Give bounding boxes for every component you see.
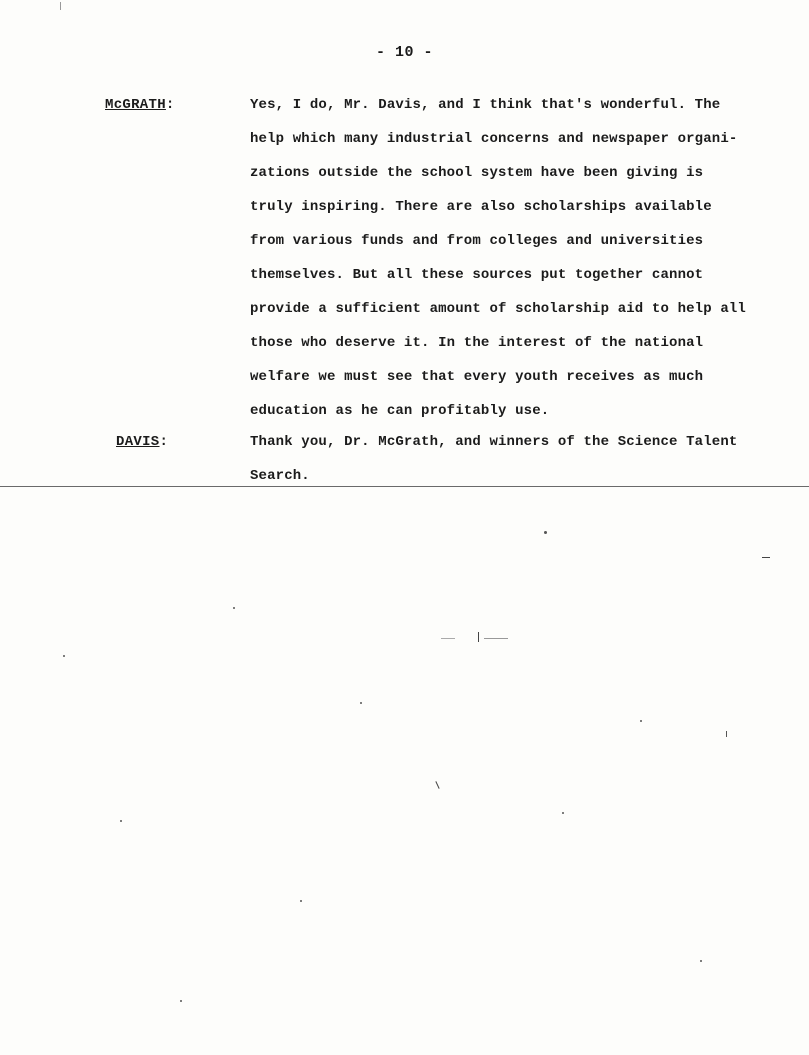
speech-line: Search. (250, 468, 310, 484)
scan-speck (63, 655, 65, 657)
scan-speck (726, 731, 727, 737)
speech-line: help which many industrial concerns and newspaper organi- (250, 131, 738, 147)
scan-mark (478, 632, 479, 642)
scan-mark (441, 638, 455, 639)
speech-line: from various funds and from colleges and universities (250, 233, 704, 249)
scan-speck (360, 702, 362, 704)
speaker-name: DAVIS (116, 434, 160, 450)
speech-line: those who deserve it. In the interest of the national (250, 335, 704, 351)
end-of-text-rule (0, 486, 809, 487)
scan-speck (700, 960, 702, 962)
scan-speck (544, 531, 547, 534)
speech-line: welfare we must see that every youth receives as much (250, 369, 704, 385)
speech-davis (250, 425, 750, 493)
speech-line: Thank you, Dr. McGrath, and winners of the Science Talent (250, 434, 738, 450)
scan-mark (484, 638, 508, 639)
speech-line: education as he can profitably use. (250, 403, 550, 419)
scan-speck (120, 820, 122, 822)
scan-speck (562, 812, 564, 814)
scan-mark (762, 557, 770, 558)
speaker-colon: : (159, 434, 169, 450)
scan-speck (60, 2, 61, 10)
page-number: - 10 - (375, 44, 433, 61)
speech-line: themselves. But all these sources put together cannot (250, 267, 704, 283)
speech-line: zations outside the school system have been giving is (250, 165, 704, 181)
speaker-label-mcgrath (105, 97, 175, 113)
scan-speck (180, 1000, 182, 1002)
scan-speck (300, 900, 302, 902)
scan-speck (233, 607, 235, 609)
speaker-colon: : (165, 97, 175, 113)
speech-line: provide a sufficient amount of scholarship aid to help all (250, 301, 746, 317)
speech-mcgrath (250, 88, 750, 428)
speech-line: truly inspiring. There are also scholarships available (250, 199, 712, 215)
scan-speck (640, 720, 642, 722)
speech-line: Yes, I do, Mr. Davis, and I think that's wonderful. The (250, 97, 721, 113)
scan-mark (435, 781, 439, 789)
speaker-name: McGRATH (105, 97, 166, 113)
speaker-label-davis (116, 434, 168, 450)
